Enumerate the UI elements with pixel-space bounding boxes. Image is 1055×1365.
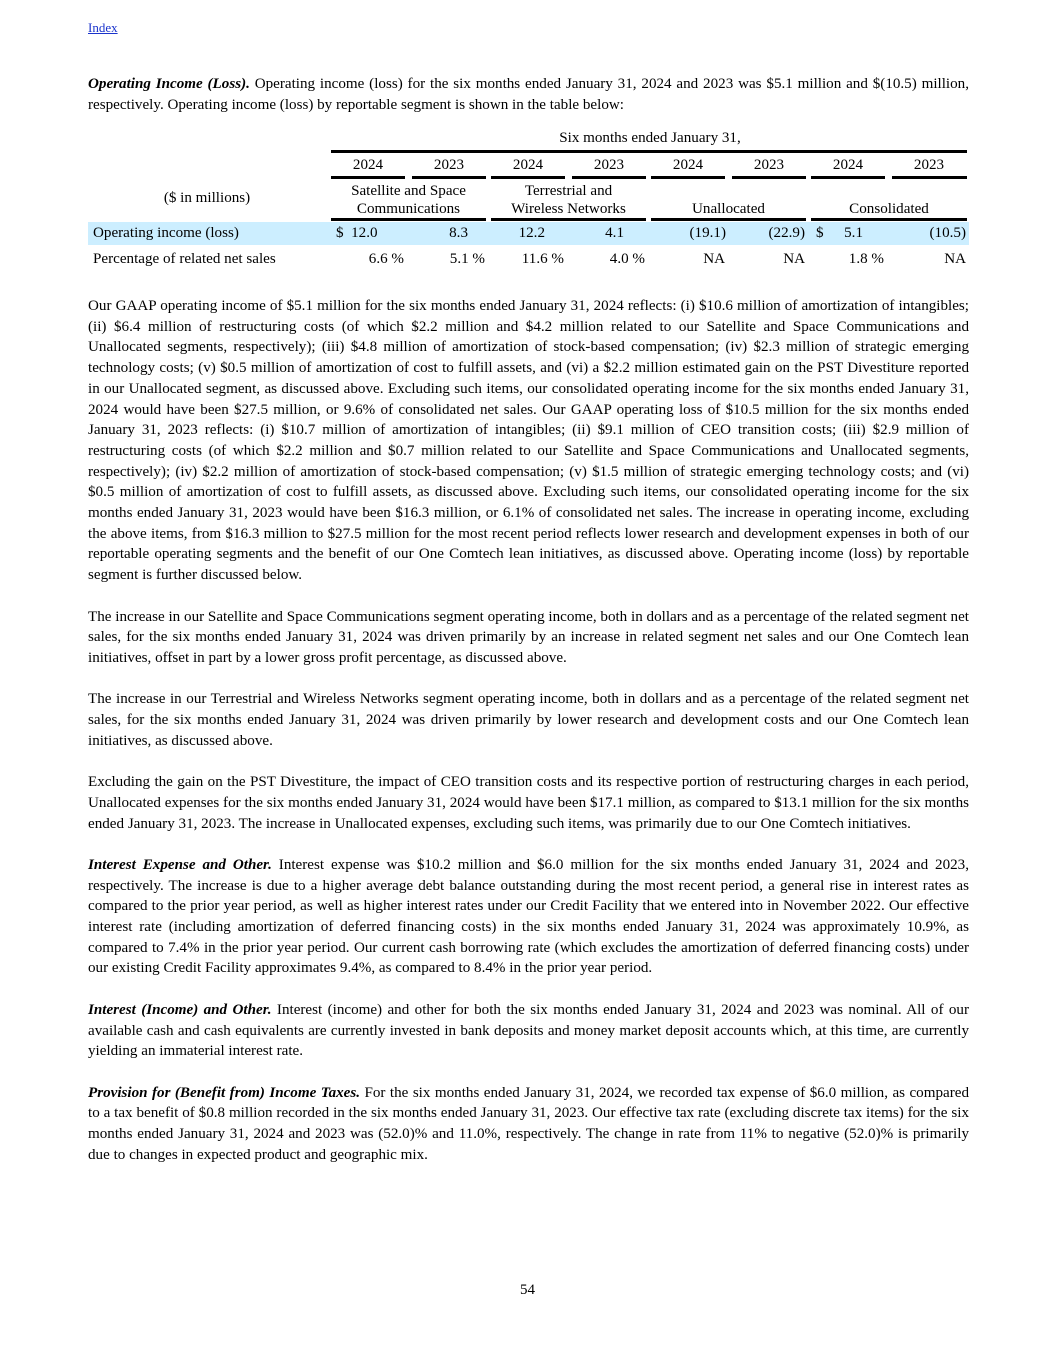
table-cell: NA (703, 251, 725, 267)
segment-header-line: Wireless Networks (511, 201, 626, 217)
period-rule (331, 150, 967, 153)
table-cell: 5.1 % (449, 251, 485, 267)
paragraph-satellite-segment: The increase in our Satellite and Space Communications segment operating income, both in dollars and as a percentage of the related segment net sales, for the six months ended January 31, 2024 was driven primarily by an increase in related segment net sales and our One Comtech lean initiatives, offset in part by a lower gross profit percentage, as discussed above. (88, 608, 969, 666)
income-taxes-heading: Provision for (Benefit from) Income Taxes. (88, 1084, 361, 1101)
year-header: 2023 (753, 157, 785, 173)
segment-header-line (651, 182, 806, 200)
income-taxes-text: For the six months ended January 31, 2024, we recorded tax expense of $6.0 million, as compared to a tax benefit of $0.8 million recorded in the six months ended January 31, 2023. Our effective tax rate (excluding discrete tax items) for the six months ended January 31, 2024 and 2023 was (52.0)% and 11.0%, respectively. The change in rate from 11% to negative (52.0)% is primarily due to changes in expected product and geographic mix. (88, 1084, 969, 1163)
table-cell: 11.6 % (521, 251, 564, 267)
table-cell: NA (783, 251, 805, 267)
paragraph-interest-expense (88, 855, 969, 979)
intro-section (88, 74, 969, 115)
segment-header-line: Satellite and Space (351, 183, 466, 199)
paragraph-gaap-operating-income: Our GAAP operating income of $5.1 million for the six months ended January 31, 2024 reflects: (i) $10.6 million of amortization of intangibles; (ii) $6.4 million of restructuring costs (of which $2.2 million and $4.2 million related to our Satellite and Space Communications and Unallocated segments, respectively); (iii) $4.8 million of amortization of stock-based compensation; (iv) $2.3 million of strategic emerging technology costs; (v) $0.5 million of amortization of cost to fulfill assets, and (vi) a $2.2 million estimated gain on the PST Divestiture reported in our Unallocated segment, as discussed above. Excluding such items, our consolidated operating income for the six months ended January 31, 2024 would have been $27.5 million, or 9.6% of consolidated net sales. Our GAAP operating loss of $10.5 million for the six months ended January 31, 2023 reflects: (i) $10.7 million of amortization of intangibles; (ii) $9.1 million of CEO transition costs; (iii) $2.9 million of restructuring costs (of which $2.2 million and $0.7 million related to our Satellite and Space Communications and Unallocated segments, respectively); (iv) $2.2 million of amortization of stock-based compensation; (v) $1.5 million of strategic emerging technology costs; and (vi) $0.5 million of amortization of cost to fulfill assets, as discussed above. Excluding such items, our consolidated operating income for the six months ended January 31, 2023 would have been $16.3 million, or 6.1% of consolidated net sales. The increase in operating income, excluding the above items, from $16.3 million to $27.5 million for the most recent period reflects lower research and development expenses in both of our reportable operating segments and the benefit of our One Comtech lean initiatives, as discussed above. Operating income (loss) by reportable segment is further discussed below. (88, 298, 969, 584)
table-cell: (10.5) (929, 225, 966, 241)
year-rule (892, 176, 967, 179)
interest-income-heading: Interest (Income) and Other. (88, 1001, 272, 1018)
segment-header-line: Terrestrial and (524, 183, 613, 199)
table-cell: 1.8 % (848, 251, 884, 267)
index-link[interactable]: Index (88, 20, 118, 35)
segment-rule (651, 218, 806, 221)
table-cell: 8.3 (449, 225, 468, 241)
year-rule (412, 176, 486, 179)
segment-rule (811, 218, 967, 221)
segment-header-line: Communications (356, 201, 461, 217)
interest-expense-text: Interest expense was $10.2 million and $6.0 million for the six months ended January 31, 2024 and 2023, respectively. The increase is due to a higher average debt balance outstanding during the most recent period, a general rise in interest rates as compared to the prior year period, as well as higher interest rates under our Credit Facility that we entered into in November 2022. Our effective interest rate (including amortization of deferred financing costs) in the six months ended January 31, 2024 was approximately 10.9%, as compared to 7.4% in the prior year period. Our current cash borrowing rate (which excludes the amortization of deferred financing costs) under our existing Credit Facility approximates 9.4%, as compared to 8.4% in the prior year period. (88, 856, 969, 977)
segment-header-satellite (331, 182, 486, 218)
year-rule (331, 176, 405, 179)
segment-header-line: Consolidated (849, 201, 929, 217)
year-header: 2024 (832, 157, 864, 173)
row-label-operating-income: Operating income (loss) (93, 225, 239, 241)
year-rule (811, 176, 885, 179)
interest-income-text: Interest (income) and other for both the six months ended January 31, 2024 and 2023 was nominal. All of our available cash and cash equivalents are currently invested in bank deposits and money market deposit accounts which, at this time, are currently yielding an immaterial interest rate. (88, 1001, 970, 1060)
operating-income-heading: Operating Income (Loss). (88, 76, 250, 92)
units-label: ($ in millions) (163, 190, 251, 206)
segment-header-line (811, 182, 967, 200)
year-header: 2023 (433, 157, 465, 173)
period-header: Six months ended January 31, (559, 130, 741, 146)
table-cell: $ 12.0 (336, 225, 378, 241)
table-cell: 12.2 (518, 225, 545, 241)
segment-rule (331, 218, 486, 221)
table-cell: 5.1 (844, 225, 863, 241)
intro-text: Operating income (loss) for the six months ended January 31, 2024 and 2023 was $5.1 million and $(10.5) million, respectively. Operating income (loss) by reportable segment is shown in the table below: (88, 76, 969, 113)
table-cell: (19.1) (689, 225, 726, 241)
segment-header-line: Unallocated (692, 201, 765, 217)
year-header: 2023 (913, 157, 945, 173)
year-rule (572, 176, 646, 179)
year-header: 2023 (593, 157, 625, 173)
year-rule (651, 176, 725, 179)
paragraph-income-taxes (88, 1083, 969, 1166)
table-cell: 4.1 (605, 225, 624, 241)
paragraph-interest-income (88, 1000, 969, 1062)
table-cell-currency: $ (816, 225, 824, 241)
table-cell: 6.6 % (368, 251, 404, 267)
table-cell: (22.9) (768, 225, 805, 241)
intro-paragraph (88, 74, 969, 115)
year-rule (491, 176, 565, 179)
body-section (88, 296, 969, 1165)
year-rule (732, 176, 806, 179)
page-number: 54 (520, 1282, 535, 1298)
segment-rule (491, 218, 646, 221)
year-header: 2024 (352, 157, 384, 173)
table-cell: 4.0 % (609, 251, 645, 267)
segment-header-unallocated (651, 182, 806, 218)
table-cell: NA (944, 251, 966, 267)
paragraph-unallocated: Excluding the gain on the PST Divestiture, the impact of CEO transition costs and its respective portion of restructuring charges in each period, Unallocated expenses for the six months ended January 31, 2024 would have been $17.1 million, as compared to $13.1 million for the six months ended January 31, 2023. The increase in Unallocated expenses, excluding such items, was primarily due to our One Comtech initiatives. (88, 774, 969, 832)
operating-income-table (88, 128, 969, 273)
paragraph-terrestrial-segment: The increase in our Terrestrial and Wireless Networks segment operating income, both in dollars and as a percentage of the related segment net sales, for the six months ended January 31, 2024 was driven primarily by lower research and development costs and our One Comtech lean initiatives, as discussed above. (88, 691, 969, 749)
year-header: 2024 (512, 157, 544, 173)
interest-expense-heading: Interest Expense and Other. (88, 856, 272, 873)
year-header: 2024 (672, 157, 704, 173)
row-label-percentage: Percentage of related net sales (93, 251, 276, 267)
segment-header-consolidated (811, 182, 967, 218)
segment-header-terrestrial (491, 182, 646, 218)
